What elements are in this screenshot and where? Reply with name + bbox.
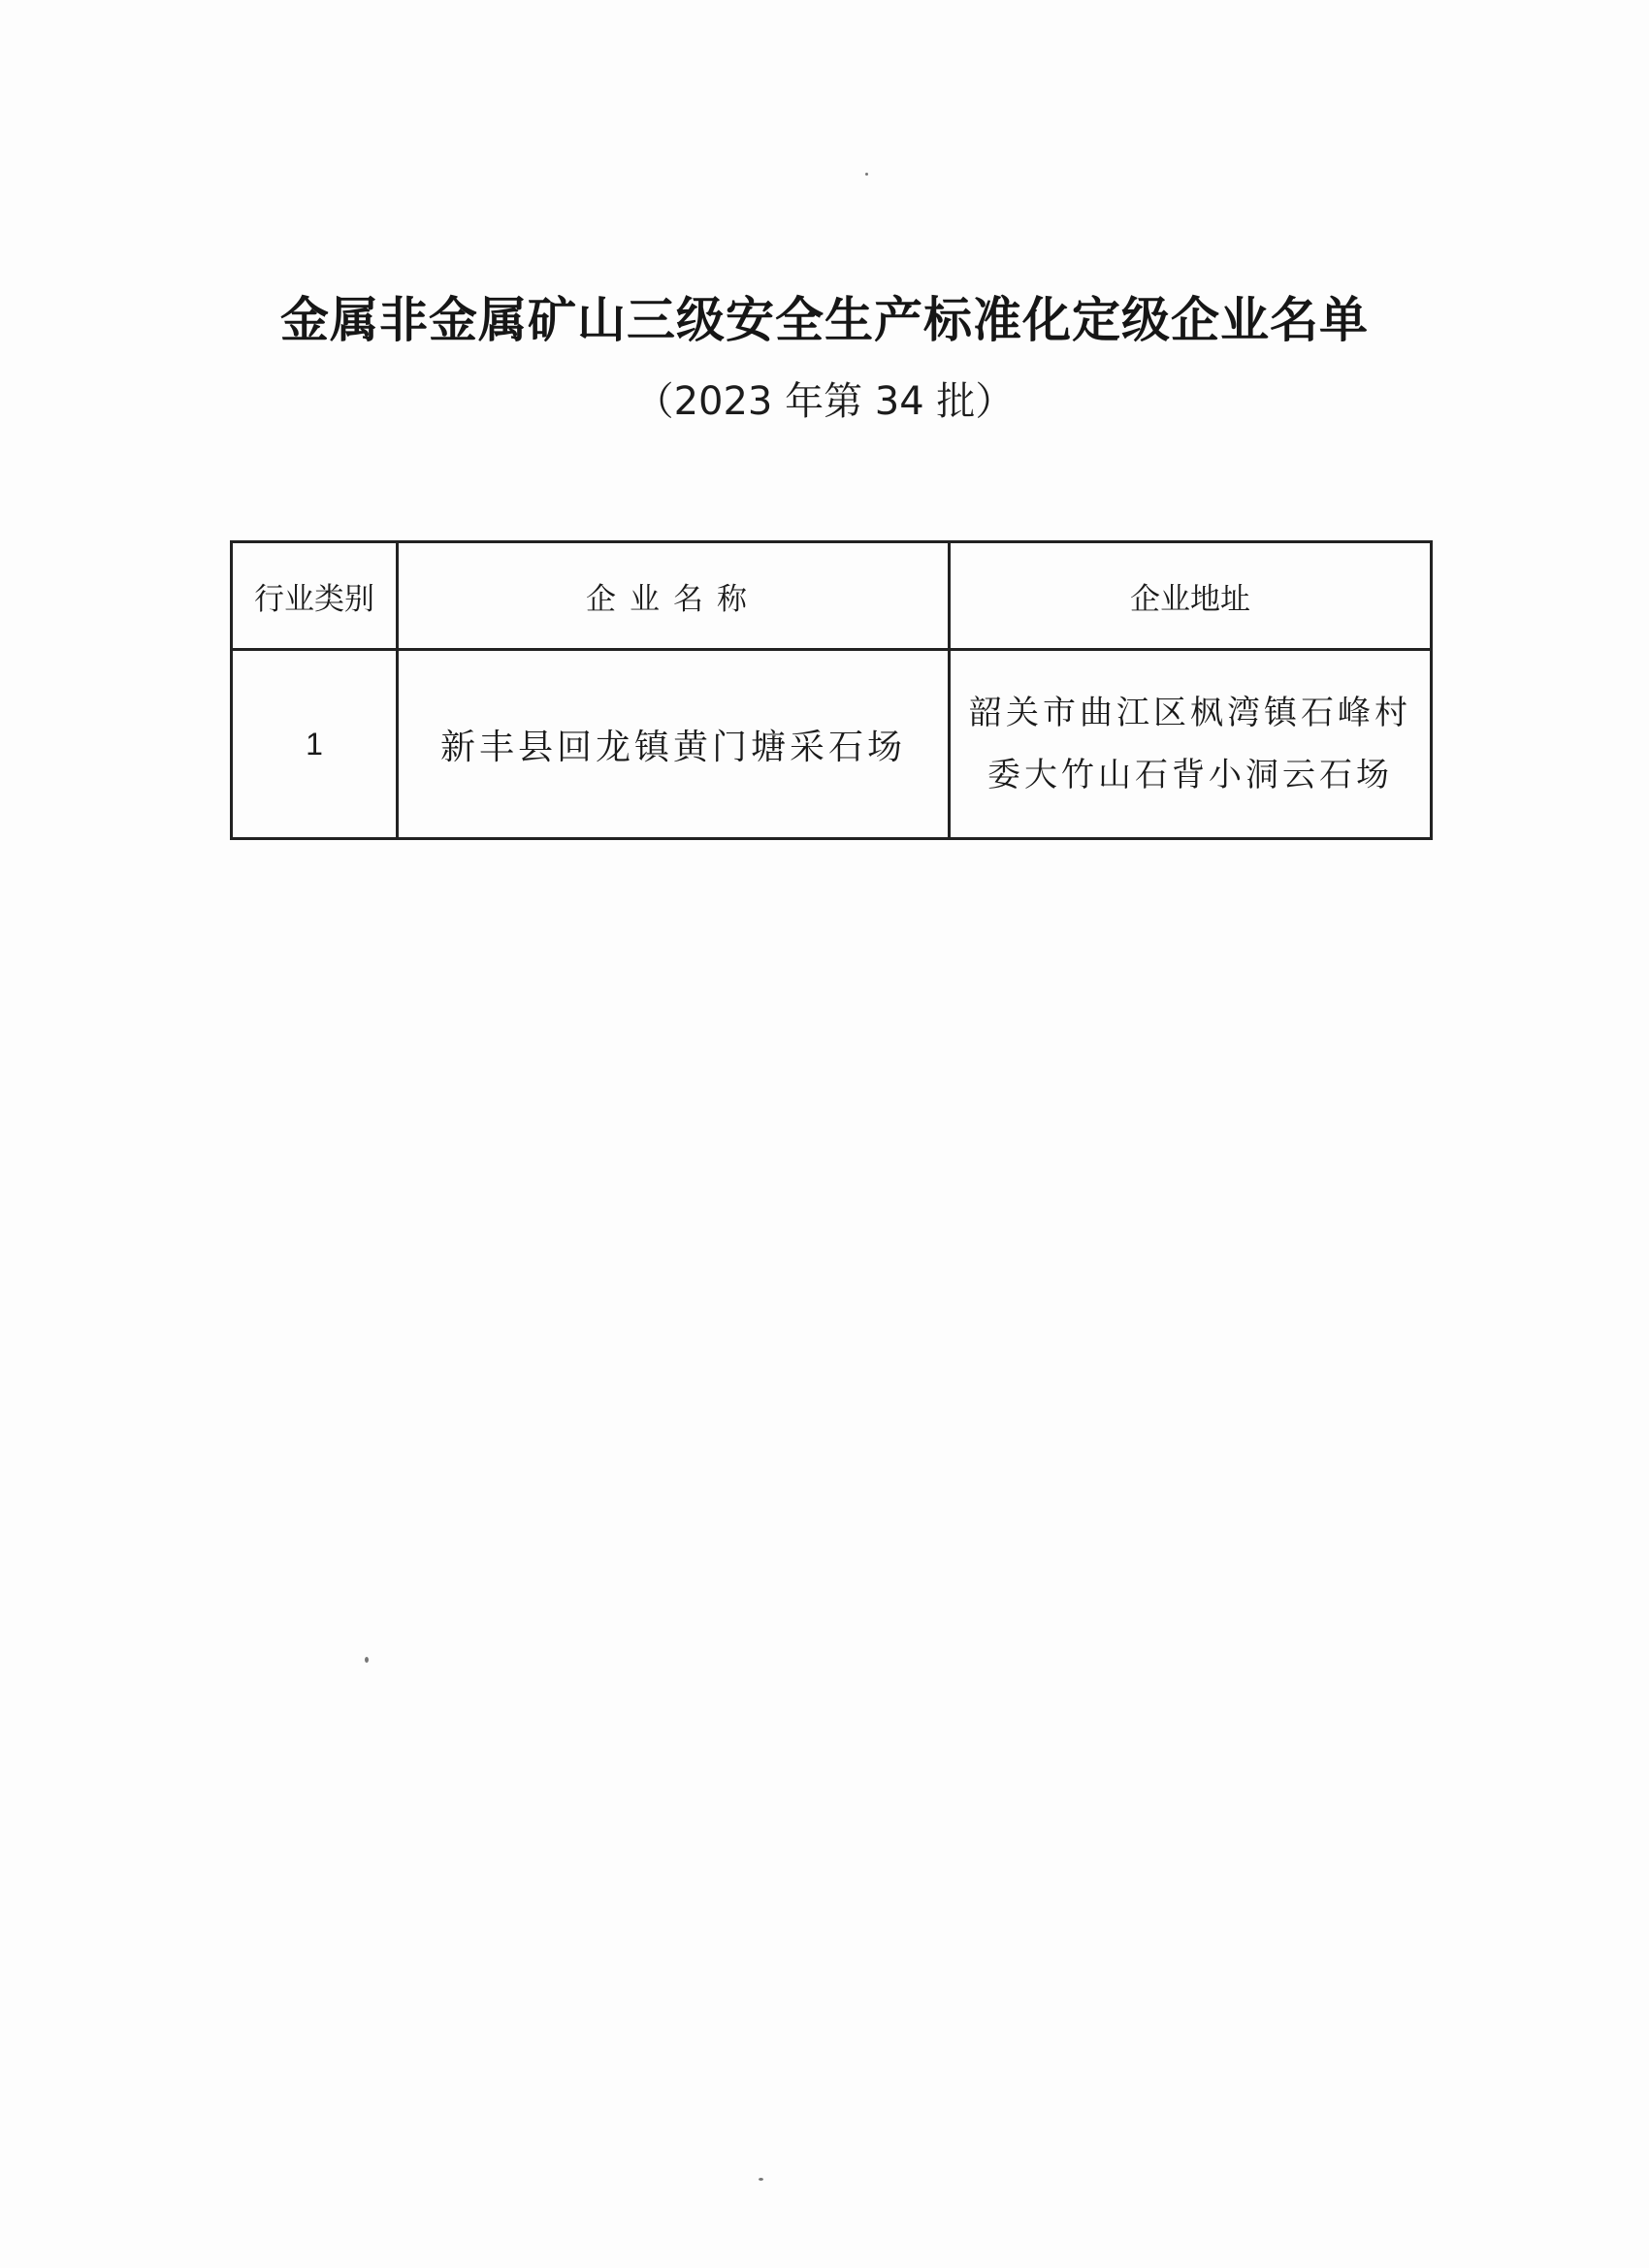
header-category: 行业类别: [232, 542, 398, 650]
scan-speck: [365, 1657, 369, 1663]
enterprise-table: [230, 540, 1433, 840]
document-title: 金属非金属矿山三级安全生产标准化定级企业名单: [280, 292, 1369, 348]
header-name: 企业名称: [398, 542, 950, 650]
table-row: [232, 650, 1432, 839]
scan-speck: [865, 173, 868, 176]
document-subtitle: （2023 年第 34 批）: [634, 379, 1015, 424]
address-line-1: 韶关市曲江区枫湾镇石峰村: [969, 694, 1411, 732]
scan-speck: [759, 2178, 763, 2181]
address-line-2: 委大竹山石背小洞云石场: [987, 756, 1393, 794]
cell-category: 1: [232, 650, 398, 839]
cell-enterprise-name: 新丰县回龙镇黄门塘采石场: [398, 650, 950, 839]
table-header-row: [232, 542, 1432, 650]
cell-address: [950, 650, 1432, 839]
header-address: 企业地址: [950, 542, 1432, 650]
